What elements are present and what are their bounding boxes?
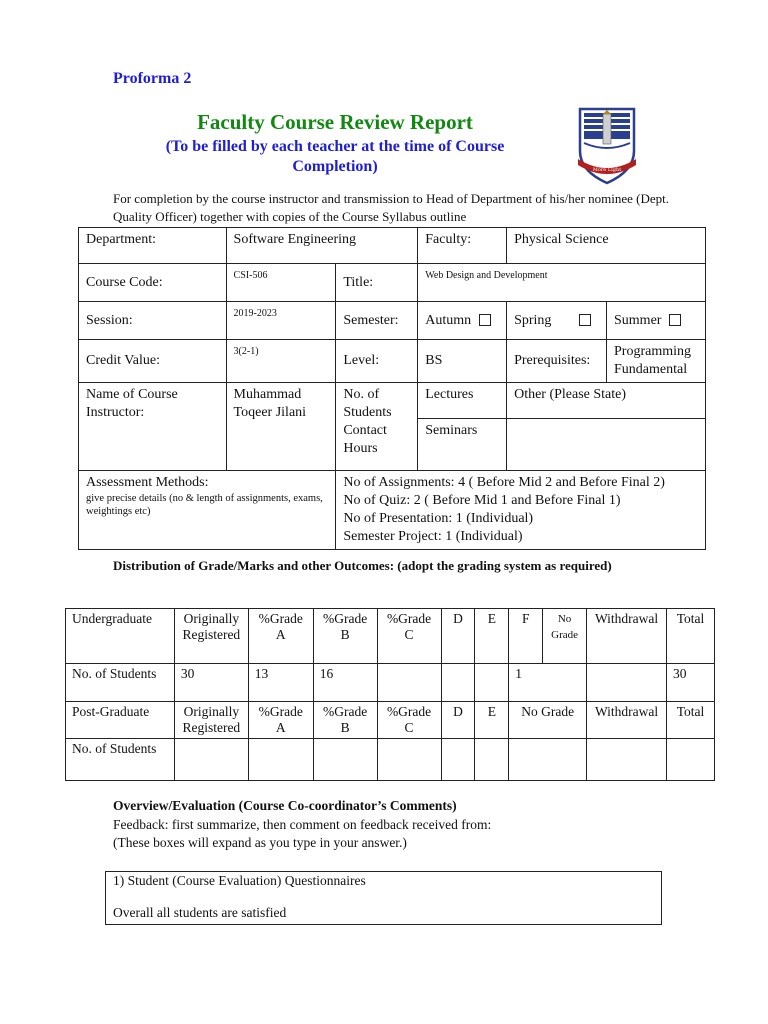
ug-grade-b: 16 [313,664,377,702]
pg-header-withdrawal: Withdrawal [587,702,667,739]
credit-label: Credit Value: [79,340,227,383]
ug-f: 1 [509,664,587,702]
spring-label: Spring [514,312,552,328]
pg-no-students-label: No. of Students [66,739,175,781]
semester-label: Semester: [336,302,418,340]
course-code-value: CSI-506 [226,264,336,302]
ug-total: 30 [667,664,715,702]
overview-heading: Overview/Evaluation (Course Co-coordinator’s Comments) [113,798,457,813]
semester-spring [507,302,607,340]
lectures-label: Lectures [418,383,507,419]
department-value: Software Engineering [226,228,418,264]
session-label: Session: [79,302,227,340]
pg-header-e: E [475,702,509,739]
assessment-methods [79,471,336,550]
assessment-label: Assessment Methods: [86,475,209,490]
course-info-table [78,227,706,550]
header-no-grade: No Grade [543,609,587,664]
ug-e [475,664,509,702]
pg-grade-b [313,739,377,781]
assignments-text: No of Assignments: 4 ( Before Mid 2 and Before Final 2) [343,475,665,490]
ug-grade-c [377,664,441,702]
ug-withdrawal [587,664,667,702]
seminars-value [507,419,706,471]
postgraduate-label: Post-Graduate [66,702,175,739]
header-registered: Originally Registered [174,609,248,664]
prereq-label: Prerequisites: [507,340,607,383]
instructor-label: Name of Course Instructor: [79,383,227,471]
prereq-value: Programming Fundamental [607,340,706,383]
questionnaire-box[interactable] [105,871,662,925]
header-grade-a: %Grade A [248,609,313,664]
pg-grade-a [248,739,313,781]
autumn-checkbox[interactable] [479,314,491,326]
logo-motto: More Light [592,167,622,173]
header-withdrawal: Withdrawal [587,609,667,664]
faculty-label: Faculty: [418,228,507,264]
pg-total [667,739,715,781]
pg-registered [174,739,248,781]
project-text: Semester Project: 1 (Individual) [343,529,523,544]
title-label: Title: [336,264,418,302]
instructor-value: Muhammad Toqeer Jilani [226,383,336,471]
summer-label: Summer [614,312,662,328]
header-d: D [441,609,475,664]
semester-summer [607,302,706,340]
pg-withdrawal [587,739,667,781]
header-f: F [509,609,543,664]
page-subtitle: (To be filled by each teacher at the time of Course Completion) [165,138,505,175]
feedback-line-1: Feedback: first summarize, then comment on feedback received from: [113,817,492,832]
pg-header-total: Total [667,702,715,739]
questionnaire-title: 1) Student (Course Evaluation) Questionnaires [113,873,366,888]
university-logo [576,105,638,185]
page-title: Faculty Course Review Report [197,110,473,134]
pg-header-d: D [441,702,475,739]
pg-d [441,739,475,781]
semester-autumn [418,302,507,340]
header-grade-c: %Grade C [377,609,441,664]
pg-e [475,739,509,781]
proforma-label: Proforma 2 [113,70,192,87]
ug-no-students-label: No. of Students [66,664,175,702]
intro-text: For completion by the course instructor and transmission to Head of Department of his/her nominee (Dept. Quality Officer) together with copies of the Course Syllabus outline [113,191,669,224]
course-code-label: Course Code: [79,264,227,302]
pg-header-grade-b: %Grade B [313,702,377,739]
spring-checkbox[interactable] [579,314,591,326]
assessment-note: give precise details (no & length of assignments, exams, weightings etc) [86,493,323,517]
autumn-label: Autumn [425,312,472,328]
quiz-text: No of Quiz: 2 ( Before Mid 1 and Before Final 1) [343,493,621,508]
distribution-heading: Distribution of Grade/Marks and other Outcomes: (adopt the grading system as required) [113,558,612,573]
ug-d [441,664,475,702]
header-grade-b: %Grade B [313,609,377,664]
title-value: Web Design and Development [418,264,706,302]
seminars-label: Seminars [418,419,507,471]
pg-grade-c [377,739,441,781]
pg-no-grade [509,739,587,781]
pg-header-registered: Originally Registered [174,702,248,739]
summer-checkbox[interactable] [669,314,681,326]
undergraduate-label: Undergraduate [66,609,175,664]
presentation-text: No of Presentation: 1 (Individual) [343,511,534,526]
contact-hours-label: No. of Students Contact Hours [336,383,418,471]
level-label: Level: [336,340,418,383]
header-e: E [475,609,509,664]
ug-registered: 30 [174,664,248,702]
credit-value: 3(2-1) [226,340,336,383]
pg-header-no-grade: No Grade [509,702,587,739]
pg-header-grade-c: %Grade C [377,702,441,739]
other-label: Other (Please State) [507,383,706,419]
questionnaire-text: Overall all students are satisfied [113,905,287,920]
assessment-details [336,471,706,550]
pg-header-grade-a: %Grade A [248,702,313,739]
faculty-value: Physical Science [507,228,706,264]
level-value: BS [418,340,507,383]
feedback-line-2: (These boxes will expand as you type in your answer.) [113,835,407,850]
session-value: 2019-2023 [226,302,336,340]
grade-distribution-table [65,608,715,781]
ug-grade-a: 13 [248,664,313,702]
header-total: Total [667,609,715,664]
department-label: Department: [79,228,227,264]
